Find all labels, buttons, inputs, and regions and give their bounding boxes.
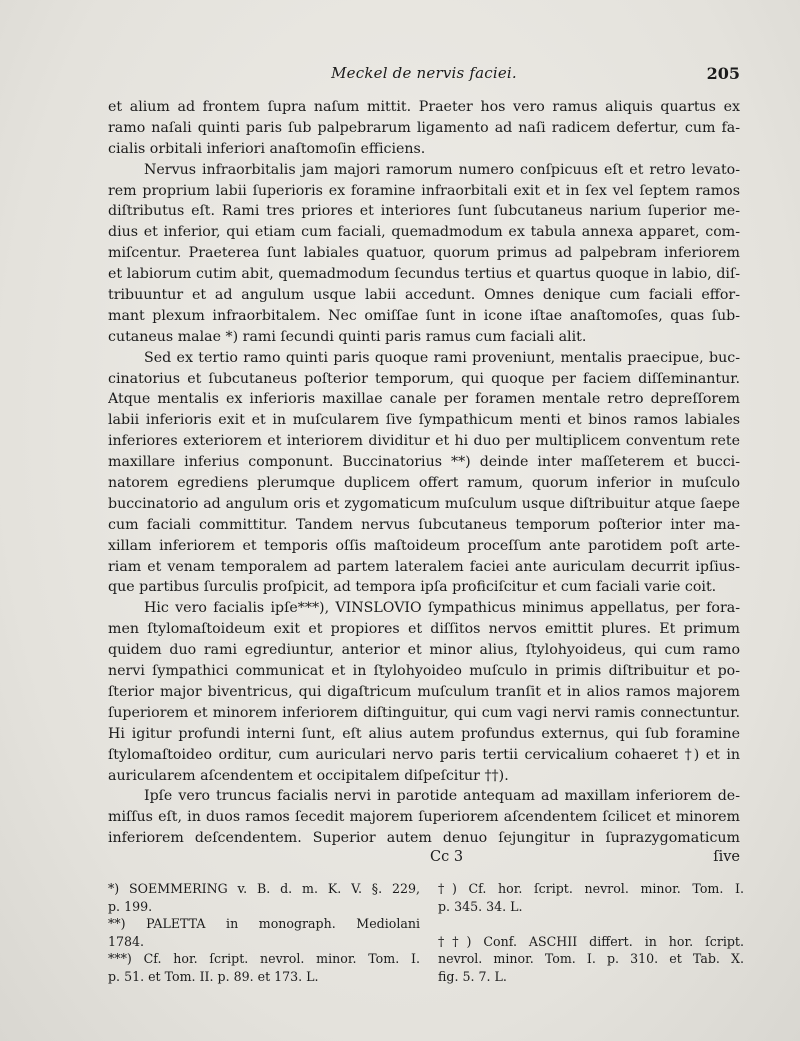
text-line: et alium ad frontem ſupra naſum mittit. Praeter hos vero ramus aliquis quartus ex [108, 99, 740, 115]
text-line: miſcentur. Praeterea ſunt labiales quatuor, quorum primus ad palpebram inferiorem [108, 245, 740, 262]
text-line: ramo naſali quinti paris ſub palpebrarum ligamento ad naſi radicem defertur, cum fa- [108, 119, 740, 136]
footnote-line: fig. 5. 7. L. [438, 968, 507, 984]
text-line: auricularem aſcendentem et occipitalem diſpeſcitur ††). [108, 767, 509, 784]
text-line: Nervus infraorbitalis jam majori ramorum numero conſpicuus eſt et retro levato- [144, 161, 740, 178]
footnotes-right-column [438, 880, 744, 985]
text-line: rem proprium labii ſuperioris ex foramine infraorbitali exit et in ſex vel ſeptem ramos [108, 182, 740, 199]
text-line: cutaneus malae *) rami ſecundi quinti paris ramus cum faciali alit. [108, 328, 587, 345]
text-line: que partibus ſurculis proſpicit, ad tempora ipſa proficiſcitur et cum faciali varie coit. [108, 579, 717, 596]
footnote-line: p. 51. et Tom. II. p. 89. et 173. L. [108, 968, 319, 984]
text-line: inferiores exteriorem et interiorem dividitur et hi duo per multiplicem conventum rete [108, 433, 740, 450]
footnote-line: p. 345. 34. L. [438, 898, 523, 914]
text-line: ſtylomaſtoideo orditur, cum auriculari nervo paris tertii cervicalium cohaeret †) et in [108, 746, 740, 763]
text-line: tribuuntur et ad angulum usque labii accedunt. Omnes denique cum faciali effor- [108, 287, 740, 304]
signature-mark: Cc 3 [430, 849, 464, 865]
text-line: ſuperiorem et minorem inferiorem diſtinguitur, qui cum vagi nervi ramis connectuntur. [108, 704, 740, 721]
footnote-line: p. 199. [108, 898, 153, 914]
text-line: inferiorem deſcendentem. Superior autem denuo ſejungitur in ſuprazygomaticum [108, 830, 740, 847]
text-line: cinatorius et ſubcutaneus poſterior temporum, qui quoque per faciem diſſeminantur. [108, 370, 740, 387]
footnote-line: nevrol. minor. Tom. I. p. 310. et Tab. X. [438, 951, 744, 966]
text-line: ſterior major biventricus, qui digaſtricum muſculum tranſit et in alios ramos majorem [108, 683, 740, 700]
text-line: buccinatorio ad angulum oris et zygomaticum muſculum usque diſtribuitur atque ſaepe [108, 495, 740, 512]
footnote-line: *) SOEMMERING v. B. d. m. K. V. §. 229, [108, 881, 420, 896]
catchword: ſive [713, 849, 740, 865]
text-line: xillam inferiorem et temporis oſſis maſtoideum proceſſum ante parotidem poſt arte- [108, 537, 740, 554]
text-line: cialis orbitali inferiori anaſtomoſin efficiens. [108, 140, 426, 157]
footnote-line [438, 915, 744, 933]
footnotes-left-column [108, 880, 420, 985]
text-line: maxillare inferius componunt. Buccinatorius **) deinde inter maſſeterem et bucci- [108, 454, 740, 471]
footnote-line: **) PALETTA in monograph. Mediolani [108, 916, 420, 931]
page-header [108, 64, 740, 86]
footnotes [108, 880, 744, 990]
text-line: miſſus eſt, in duos ramos ſecedit majorem ſuperiorem aſcendentem ſcilicet et minorem [108, 809, 740, 826]
text-line: riam et venam temporalem ad partem lateralem faciei ante auriculam decurrit ipſius- [108, 558, 740, 575]
text-line: Atque mentalis ex inferioris maxillae canale per foramen mentale retro depreſſorem [108, 391, 740, 408]
text-line: diſtributus eſt. Rami tres priores et interiores ſunt ſubcutaneus narium ſuperior me- [108, 203, 740, 220]
body-text [108, 97, 740, 849]
footnote-line: ***) Cf. hor. ſcript. nevrol. minor. Tom. I. [108, 951, 420, 966]
text-line: dius et inferior, qui etiam cum faciali, quemadmodum ex tabula annexa apparet, com- [108, 224, 740, 241]
footnote-line: 1784. [108, 933, 145, 949]
text-line: et labiorum cutim abit, quemadmodum ſecundus tertius et quartus quoque in labio, diſ- [108, 266, 740, 283]
text-line: labii inferioris exit et in muſcularem ſive ſympathicum menti et binos ramos labiales [108, 412, 740, 429]
footnote-line: †) Cf. hor. ſcript. nevrol. minor. Tom. I. [438, 881, 744, 896]
text-line: Sed ex tertio ramo quinti paris quoque rami proveniunt, mentalis praecipue, buc- [144, 349, 740, 366]
text-line: men ſtylomaſtoideum exit et propiores et diſſitos nervos emittit plures. Et primum [108, 621, 740, 638]
text-line: nervi ſympathici communicat et in ſtylohyoideo muſculo in primis diſtribuitur et po- [108, 663, 740, 680]
text-line: Hi igitur profundi interni ſunt, eſt alius autem profundus externus, qui ſub foramine [108, 725, 740, 742]
signature-line [108, 849, 740, 871]
running-title: Meckel de nervis faciei. [331, 64, 517, 82]
text-line: Hic vero facialis ipſe***), VINSLOVIO ſympathicus minimus appellatus, per fora- [144, 600, 740, 617]
footnote-line: ††) Conf. ASCHII differt. in hor. ſcript. [438, 933, 744, 949]
page-number: 205 [706, 64, 740, 83]
text-line: Ipſe vero truncus facialis nervi in parotide antequam ad maxillam inferiorem de- [144, 788, 740, 805]
text-line: quidem duo rami egrediuntur, anterior et minor alius, ſtylohyoideus, qui cum ramo [108, 642, 740, 659]
text-line: cum faciali committitur. Tandem nervus ſubcutaneus temporum poſterior inter ma- [108, 516, 740, 533]
text-line: mant plexum infraorbitalem. Nec omiſſae ſunt in icone iſtae anaſtomoſes, quas ſub- [108, 307, 740, 324]
text-line: natorem egrediens plerumque duplicem offert ramum, quorum inferior in muſculo [108, 475, 740, 492]
